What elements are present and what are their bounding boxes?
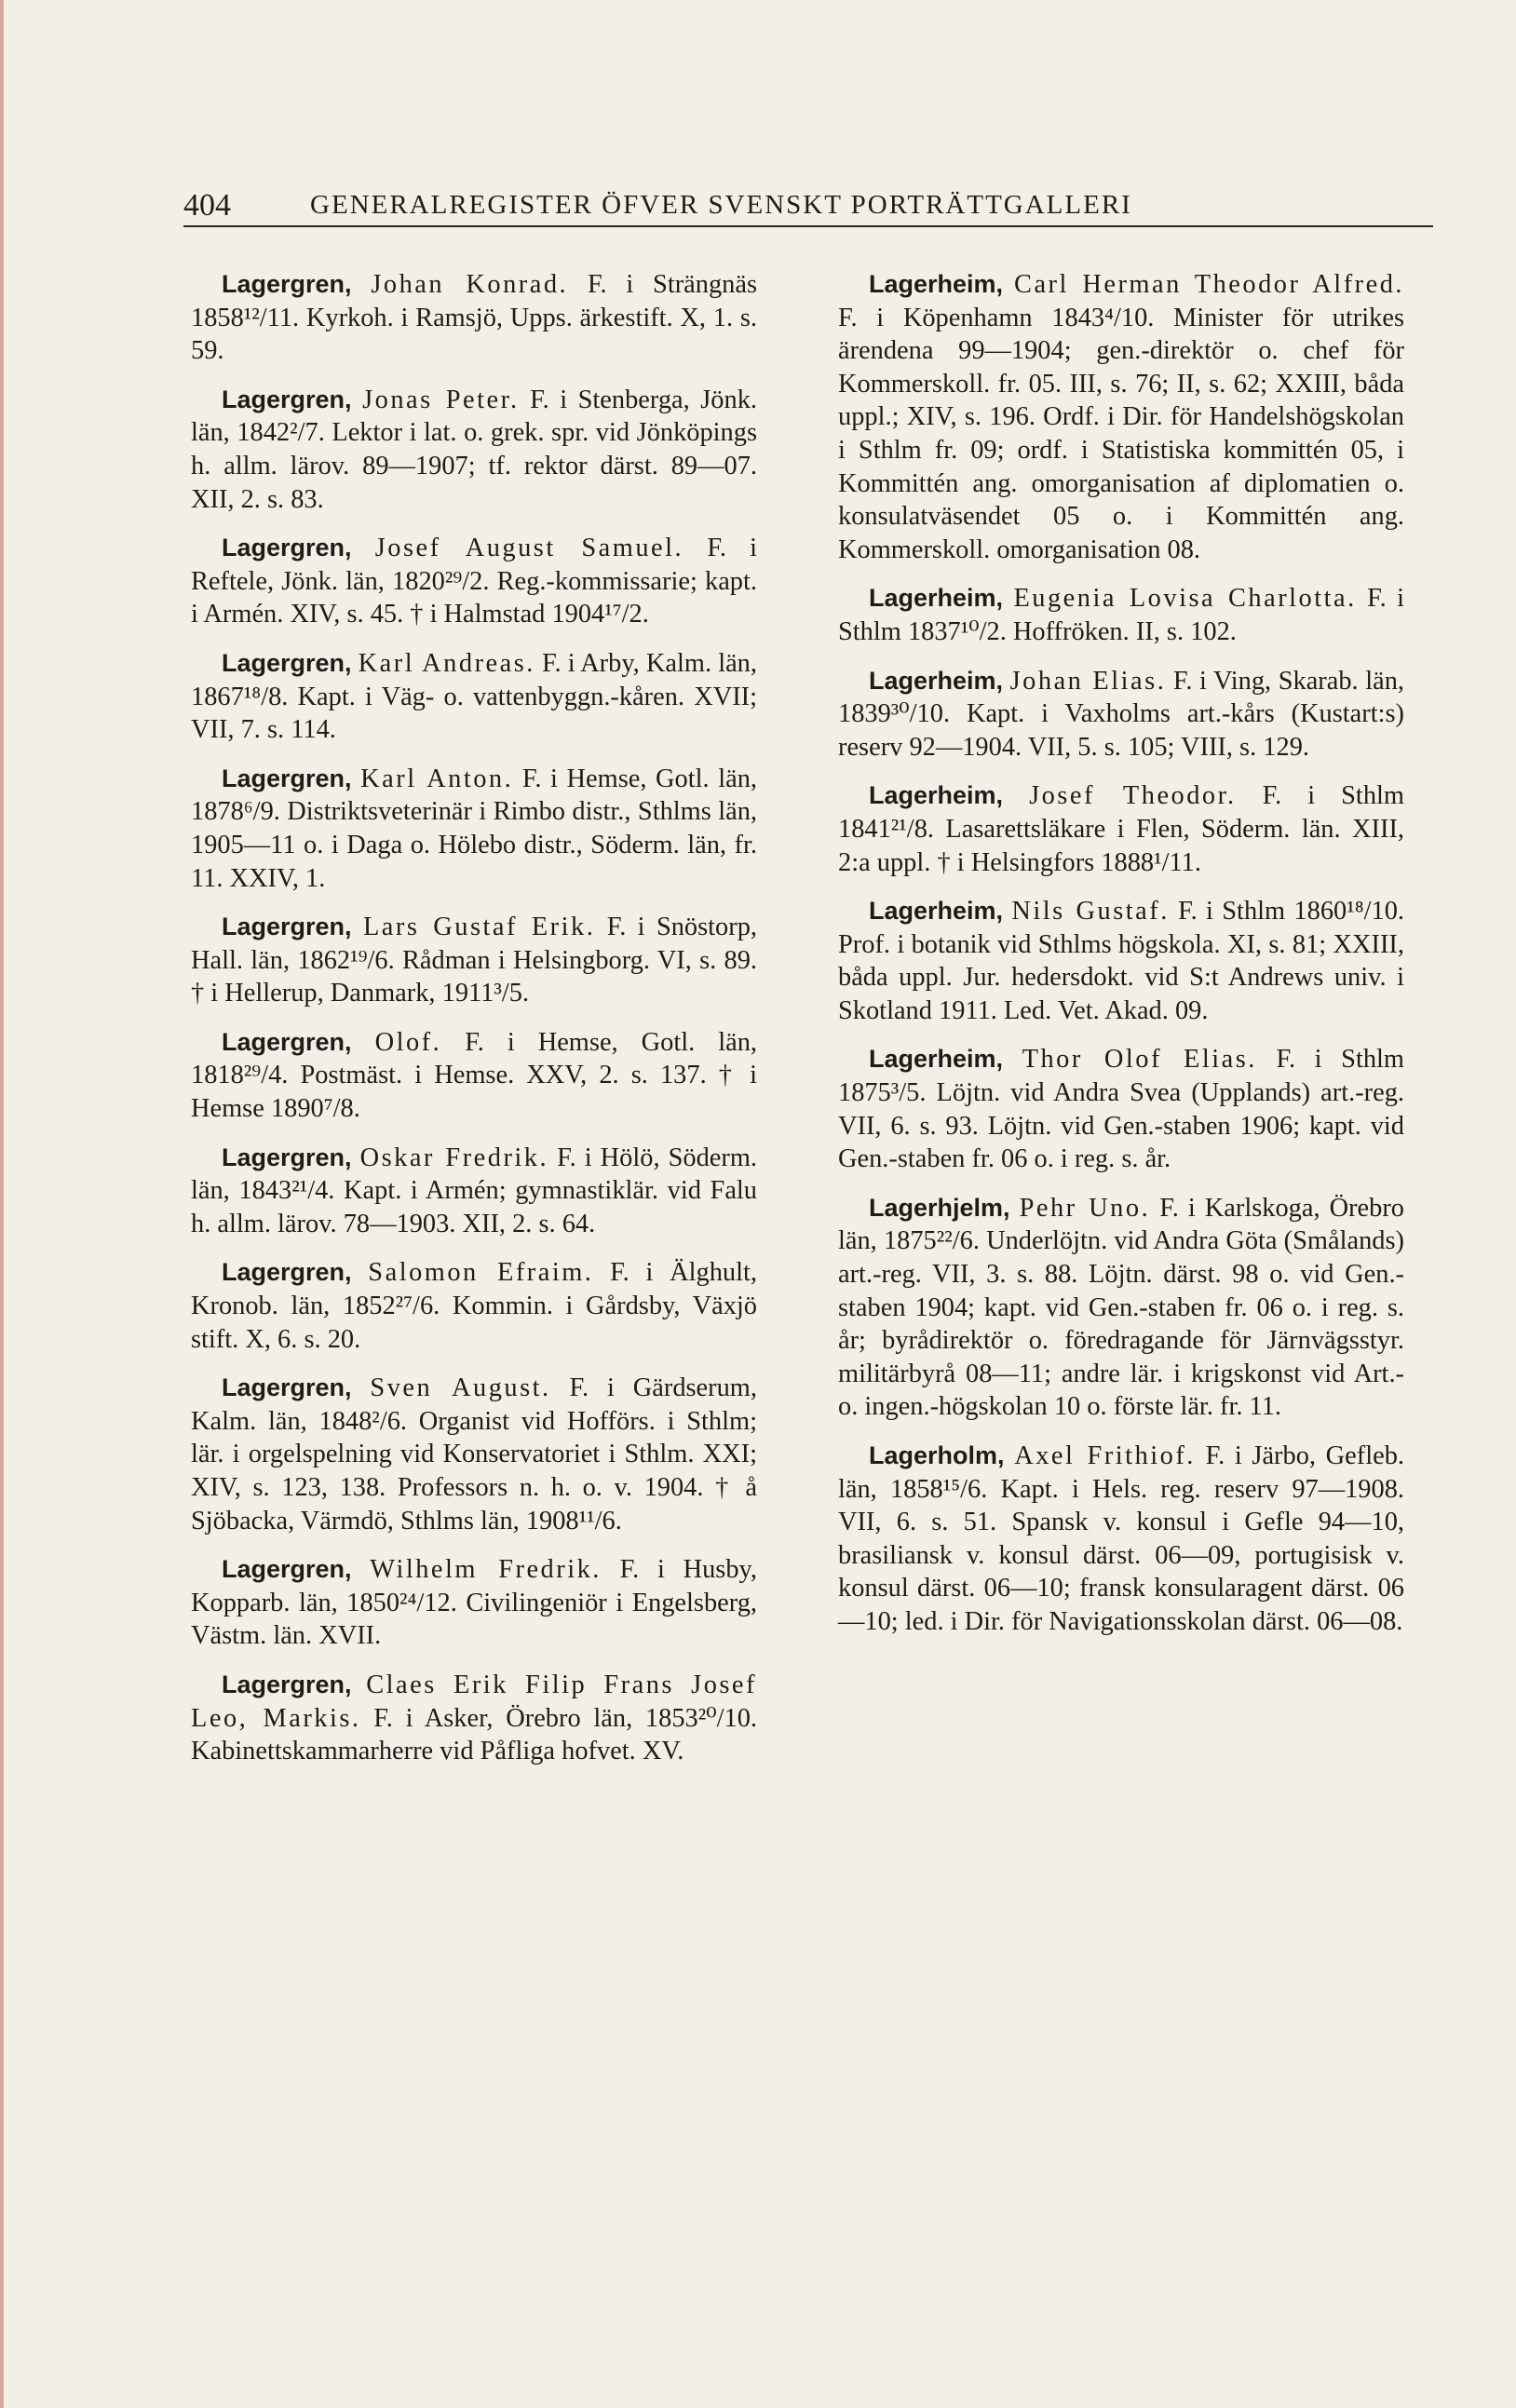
entry-text: F. i Järbo, Gefleb. län, 1858¹⁵/6. Kapt. i Hels. reg. reserv 97—1908. VII, 6. s. 51. Spansk v. konsul i Gefle 94—10, brasiliansk v. konsul därst. 06—09, portugisisk v. konsul därst. 06—10; fransk konsularagent därst. 06—10; led. i Dir. för Navigationsskolan därst. 06—08. [838, 1441, 1404, 1636]
register-entry [191, 1256, 757, 1356]
entry-given-names: Lars Gustaf Erik. [362, 913, 596, 942]
entry-given-names: Jonas Peter. [362, 385, 520, 414]
entry-surname: Lagergren, [222, 534, 352, 562]
entry-surname: Lagerhjelm, [869, 1193, 1010, 1222]
entry-text: F. i Sthlm 1837¹⁰/2. Hoffröken. II, s. 102. [838, 584, 1404, 646]
entry-text: F. i Hölö, Söderm. län, 1843²¹/4. Kapt. i Armén; gymnastiklär. vid Falu h. allm. lärov. 78—1903. XII, 2. s. 64. [191, 1143, 757, 1238]
entry-text: F. i Reftele, Jönk. län, 1820²⁹/2. Reg.-kommissarie; kapt. i Armén. XIV, s. 45. † i Halmstad 1904¹⁷/2. [191, 534, 758, 629]
entry-text: F. i Asker, Örebro län, 1853²⁰/10. Kabinettskammarherre vid Påfliga hofvet. XV. [191, 1703, 757, 1766]
register-entry [191, 763, 757, 895]
entry-given-names: Johan Konrad. [371, 270, 569, 299]
entry-surname: Lagerholm, [869, 1441, 1005, 1469]
entry-surname: Lagerheim, [869, 781, 1004, 810]
entry-text: F. i Sthlm 1841²¹/8. Lasarettsläkare i Flen, Söderm. län. XIII, 2:a uppl. † i Helsingfors 1888¹/11. [838, 781, 1404, 877]
register-entry [191, 911, 757, 1010]
entry-text: F. i Stenberga, Jönk. län, 1842²/7. Lektor i lat. o. grek. spr. vid Jönköpings h. allm. lärov. 89—1907; tf. rektor därst. 89—07. XII, 2. s. 83. [191, 385, 757, 514]
entry-surname: Lagergren, [222, 1258, 352, 1287]
entry-text: F. i Hemse, Gotl. län, 1818²⁹/4. Postmäst. i Hemse. XXV, 2. s. 137. † i Hemse 1890⁷/8. [191, 1027, 757, 1124]
entry-text: F. i Sthlm 1860¹⁸/10. Prof. i botanik vid Sthlms högskola. XI, s. 81; XXIII, båda uppl. Jur. hedersdokt. vid S:t Andrews univ. i Skotland 1911. Led. Vet. Akad. 09. [838, 897, 1404, 1025]
register-entry [191, 1026, 757, 1126]
entry-surname: Lagerheim, [869, 270, 1004, 298]
register-entry [191, 1142, 757, 1241]
entry-surname: Lagergren, [222, 1027, 352, 1056]
page-edge [0, 0, 4, 2408]
register-entry [191, 647, 757, 747]
register-entry [838, 582, 1404, 648]
register-entry [838, 895, 1404, 1027]
entry-text: F. i Ving, Skarab. län, 1839³⁰/10. Kapt. i Vaxholms art.-kårs (Kustart:s) reserv 92—1904. VII, 5. s. 105; VIII, s. 129. [838, 666, 1404, 762]
running-title: GENERALREGISTER ÖFVER SVENSKT PORTRÄTTGALLERI [310, 190, 1132, 220]
running-header [183, 184, 1433, 227]
entry-surname: Lagergren, [222, 1143, 352, 1171]
entry-text: F. i Köpenhamn 1843⁴/10. Minister för utrikes ärendena 99—1904; gen.-direktör o. chef för Kommerskoll. fr. 05. III, s. 76; II, s. 62; XXIII, båda uppl.; XIV, s. 196. Ordf. i Dir. för Handelshögskolan i Sthlm fr. 09; ordf. i Statistiska kommittén 05, i Kommittén ang. omorganisation af diplomatien o. konsulatväsendet 05 o. i Kommittén ang. Kommerskoll. omorganisation 08. [838, 303, 1404, 564]
entry-given-names: Olof. [374, 1027, 442, 1057]
entry-text: F. i Strängnäs 1858¹²/11. Kyrkoh. i Ramsjö, Upps. ärkestift. X, 1. s. 59. [191, 270, 758, 366]
entry-text: F. i Gärdserum, Kalm. län, 1848²/6. Organist vid Hofförs. i Sthlm; lär. i orgelspelning vid Konservatoriet i Sthlm. XXI; XIV, s. 123, 138. Professors n. h. o. v. 1904. † å Sjöbacka, Värmdö, Sthlms län, 1908¹¹/6. [191, 1373, 757, 1535]
entry-surname: Lagergren, [222, 1555, 352, 1584]
entry-text: F. i Arby, Kalm. län, 1867¹⁸/8. Kapt. i Väg- o. vattenbyggn.-kåren. XVII; VII, 7. s. 114. [191, 648, 757, 745]
entry-text: F. i Husby, Kopparb. län, 1850²⁴/12. Civilingeniör i Engelsberg, Västm. län. XVII. [191, 1555, 757, 1651]
entry-given-names: Josef Theodor. [1029, 781, 1237, 811]
entry-text: F. i Älghult, Kronob. län, 1852²⁷/6. Kommin. i Gårdsby, Växjö stift. X, 6. s. 20. [191, 1258, 757, 1354]
entry-surname: Lagergren, [222, 270, 352, 298]
register-entry [191, 1669, 757, 1768]
register-entry [838, 268, 1404, 566]
register-entry [838, 1043, 1404, 1175]
entry-given-names: Thor Olof Elias. [1022, 1045, 1257, 1075]
register-entry [191, 532, 757, 631]
register-entry [838, 1192, 1404, 1424]
register-entry [191, 268, 757, 368]
register-entry [191, 384, 757, 516]
entry-surname: Lagergren, [222, 1670, 352, 1698]
entry-given-names: Karl Andreas. [358, 648, 535, 678]
entry-given-names: Eugenia Lovisa Charlotta. [1013, 584, 1357, 614]
register-entry [838, 779, 1404, 879]
entry-surname: Lagerheim, [869, 1045, 1004, 1074]
right-column [838, 268, 1404, 1655]
entry-surname: Lagergren, [222, 385, 352, 413]
entry-text: F. i Snöstorp, Hall. län, 1862¹⁹/6. Rådman i Helsingborg. VI, s. 89. † i Hellerup, Danmark, 1911³/5. [191, 913, 758, 1008]
entry-surname: Lagerheim, [869, 897, 1004, 926]
entry-surname: Lagerheim, [869, 584, 1004, 613]
entry-surname: Lagerheim, [869, 666, 1004, 695]
entry-given-names: Claes Erik Filip Frans Josef Leo, Markis. [191, 1670, 757, 1733]
entry-given-names: Josef August Samuel. [374, 534, 684, 563]
entry-surname: Lagergren, [222, 913, 352, 941]
entry-given-names: Pehr Uno. [1019, 1193, 1151, 1223]
entry-surname: Lagergren, [222, 764, 352, 792]
entry-text: F. i Karlskoga, Örebro län, 1875²²/6. Underlöjtn. vid Andra Göta (Smålands) art.-reg. VII, 3. s. 88. Löjtn. därst. 98 o. vid Gen.-staben 1904; kapt. vid Gen.-staben fr. 06 o. i reg. s. år; byrådirektör o. föredragande för Järnvägsstyr. militärbyrå 08—11; andre lär. i krigskonst vid Art.- o. ingen.-högskolan 10 o. förste lär. fr. 11. [838, 1193, 1404, 1422]
register-entry [191, 1372, 757, 1537]
entry-text: F. i Hemse, Gotl. län, 1878⁶/9. Distriktsveterinär i Rimbo distr., Sthlms län, 1905—11 o. i Daga o. Hölebo distr., Söderm. län, fr. 11. XXIV, 1. [191, 764, 757, 893]
entry-given-names: Sven August. [370, 1373, 551, 1403]
entry-surname: Lagergren, [222, 1373, 352, 1402]
entry-given-names: Oskar Fredrik. [359, 1143, 549, 1172]
entry-text: F. i Sthlm 1875³/5. Löjtn. vid Andra Svea (Upplands) art.-reg. VII, 6. s. 93. Löjtn. vid Gen.-staben 1906; kapt. vid Gen.-staben fr. 06 o. i reg. s. år. [838, 1045, 1404, 1174]
register-entry [838, 1440, 1404, 1639]
entry-given-names: Nils Gustaf. [1011, 897, 1170, 927]
register-entry [838, 665, 1404, 764]
page-number: 404 [183, 188, 231, 223]
entry-given-names: Salomon Efraim. [368, 1258, 594, 1288]
entry-given-names: Karl Anton. [360, 764, 514, 793]
entry-given-names: Carl Herman Theodor Alfred. [1014, 270, 1404, 299]
register-entry [191, 1553, 757, 1653]
entry-given-names: Axel Frithiof. [1014, 1441, 1196, 1470]
left-column [191, 268, 757, 1784]
entry-surname: Lagergren, [222, 648, 352, 677]
entry-given-names: Johan Elias. [1009, 666, 1167, 696]
entry-given-names: Wilhelm Fredrik. [370, 1555, 602, 1585]
